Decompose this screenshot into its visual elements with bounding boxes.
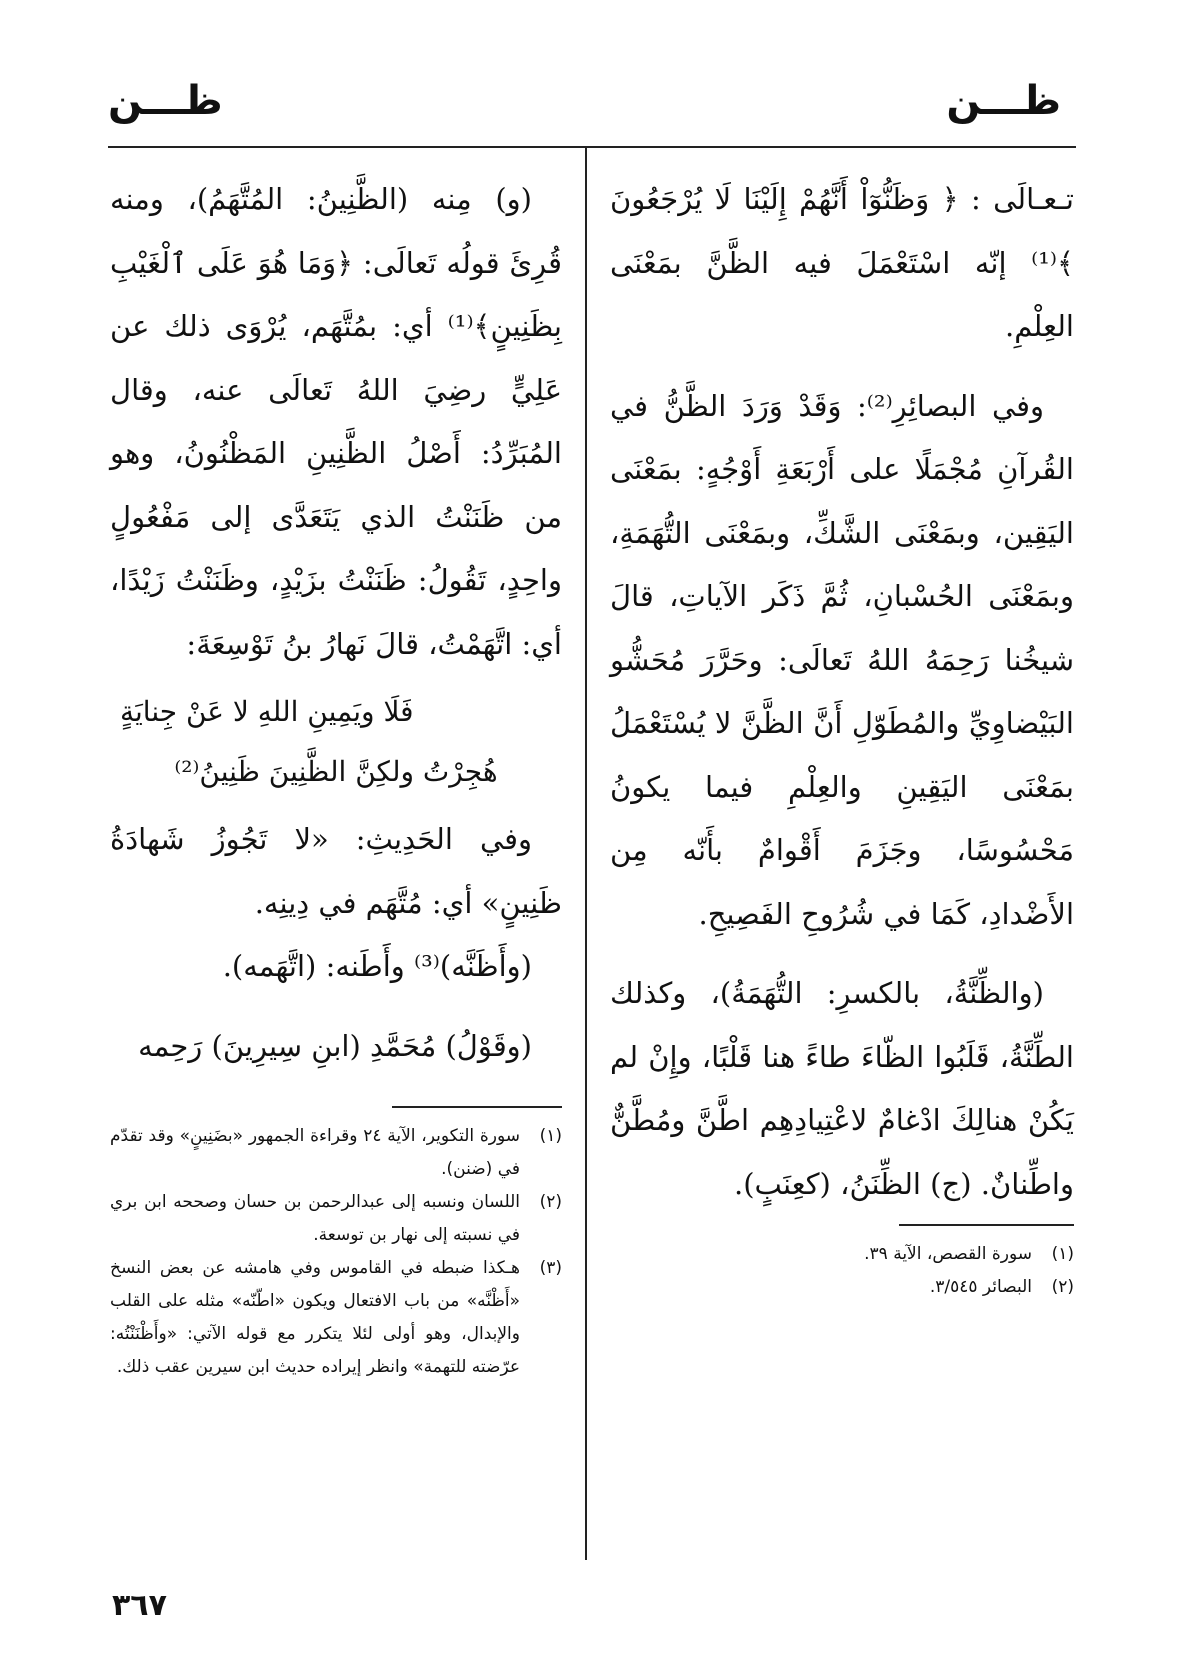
footnote-number: (٢) [539,1192,562,1212]
verse-hemistich-1: فَلَا ويَمِينِ اللهِ لا عَنْ جِنايَةٍ [120,695,414,728]
left-paragraph-1: (و) مِنه (الظَّنِينُ: المُتَّهَمُ)، ومنه قُرِئَ قولُه تَعالَى: ﴿وَمَا هُوَ عَلَى ٱلْغَيْبِ بِظَنِينٍ﴾⁽¹⁾ أي: بمُتَّهَم، يُرْوَى ذلك عن عَلِيٍّ رضِيَ اللهُ تَعالَى عنه، وقال المُبَرِّدُ: أَصْلُ الظَّنِينِ المَظْنُونُ، وهو من ظَنَنْتُ الذي يَتَعَدَّى إلى مَفْعُولٍ واحِدٍ، تَقُولُ: ظَنَنْتُ بزَيْدٍ، وظَنَنْتُ زَيْدًا، أي: اتَّهَمْتُ، قالَ نَهارُ بنُ تَوْسِعَةَ: [110,182,562,661]
footnote-item [610,1271,1074,1304]
right-footnotes [610,1238,1074,1304]
footnote-text: سورة التكوير، الآية ٢٤ وقراءة الجمهور «بضَنِينٍ» وقد تقدّم في (ضنن). [110,1126,521,1179]
footnote-number: (١) [539,1126,562,1146]
column-divider [585,148,587,1560]
left-paragraph-3: (وأَظَنَّه)⁽³⁾ وأَطَنه: (اتَّهَمه). [222,949,532,983]
footnote-text: اللسان ونسبه إلى عبدالرحمن بن حسان وصححه ابن بري في نسبته إلى نهار بن توسعة. [110,1192,520,1245]
right-paragraph-1: تـعـالَى : ﴿ وَظَنُّوٓاْ أَنَّهُمْ إِلَيْنَا لَا يُرْجَعُونَ ﴾⁽¹⁾ إنّه اسْتَعْمَلَ فيه الظَّنَّ بمَعْنَى العِلْمِ. [610,182,1074,343]
running-header-left: ظـــن [108,78,223,124]
left-paragraph-4: (وقَوْلُ) مُحَمَّدِ (ابنِ سِيرِينَ) رَحِمه [138,1028,532,1063]
right-column [610,168,1074,1304]
page-number: ٣٦٧ [112,1588,167,1623]
footnote-item [110,1252,562,1384]
right-paragraph-2: وفي البصائِرِ⁽²⁾: وَقَدْ وَرَدَ الظَّنُّ في القُرآنِ مُجْمَلًا على أَرْبَعَةِ أَوْجُهٍ: بمَعْنَى اليَقِين، وبمَعْنَى الشَّكِّ، وبمَعْنَى التُّهَمَةِ، وبمَعْنَى الحُسْبانِ، ثُمَّ ذَكَر الآياتِ، قالَ شيخُنا رَحِمَهُ اللهُ تَعالَى: وحَرَّرَ مُحَشُّو البَيْضاوِيِّ والمُطَوّلِ أَنَّ الظَّنَّ لا يُسْتَعْمَلُ بمَعْنَى اليَقِينِ والعِلْمِ فيما يكونُ مَحْسُوسًا، وجَزَمَ أَقْوامٌ بأَنّه مِن الأَضْدادِ، كَمَا في شُرُوحِ الفَصِيحِ. [610,388,1074,931]
footnote-text: البصائر ٣/٥٤٥. [929,1277,1032,1297]
left-footnotes [110,1120,562,1384]
running-header-right: ظـــن [946,78,1061,124]
footnote-item [610,1238,1074,1271]
right-paragraph-3: (والظِّنَّةُ، بالكسرِ: التُّهَمَةُ)، وكذلك الطِّنَّةُ، قَلَبُوا الظّاءَ طاءً هنا قَلْبًا، وإِنْ لم يَكُنْ هنالِكَ ادْغامٌ لاعْتِيادِهِم اطَّنَّ ومُطَّنٌّ واطِّنانٌ. (ج) الظِّنَنُ، (كعِنَبٍ). [610,976,1074,1201]
poetry-verse [110,682,562,802]
footnote-separator [899,1224,1074,1226]
footnote-number: (١) [1051,1244,1074,1264]
footnote-text: سورة القصص، الآية ٣٩. [864,1244,1032,1264]
left-column [110,168,562,1384]
footnote-text: هـكذا ضبطه في القاموس وفي هامشه عن بعض النسخ «أَظْنَّه» من باب الافتعال ويكون «اطّنّه» مثله على القلب والإبدال، وهو أولى لئلا يتكرر مع قوله الآتي: «وأَظْنَنْتُه: عرّضته للتهمة» وانظر إيراده حديث ابن سيرين عقب ذلك. [110,1258,520,1377]
left-paragraph-2: وفي الحَدِيثِ: «لا تَجُوزُ شَهادَةُ ظَنِينٍ» أي: مُتَّهَم في دِينِه. [110,822,562,920]
footnote-number: (٢) [1051,1277,1074,1297]
footnote-item [110,1120,562,1186]
footnote-number: (٣) [539,1258,562,1278]
verse-hemistich-2: هُجِرْتُ ولكِنَّ الظَّنِينَ ظَنِينُ⁽²⁾ [174,755,498,788]
footnote-separator [392,1106,562,1108]
header-rule [108,146,1076,148]
footnote-item [110,1186,562,1252]
